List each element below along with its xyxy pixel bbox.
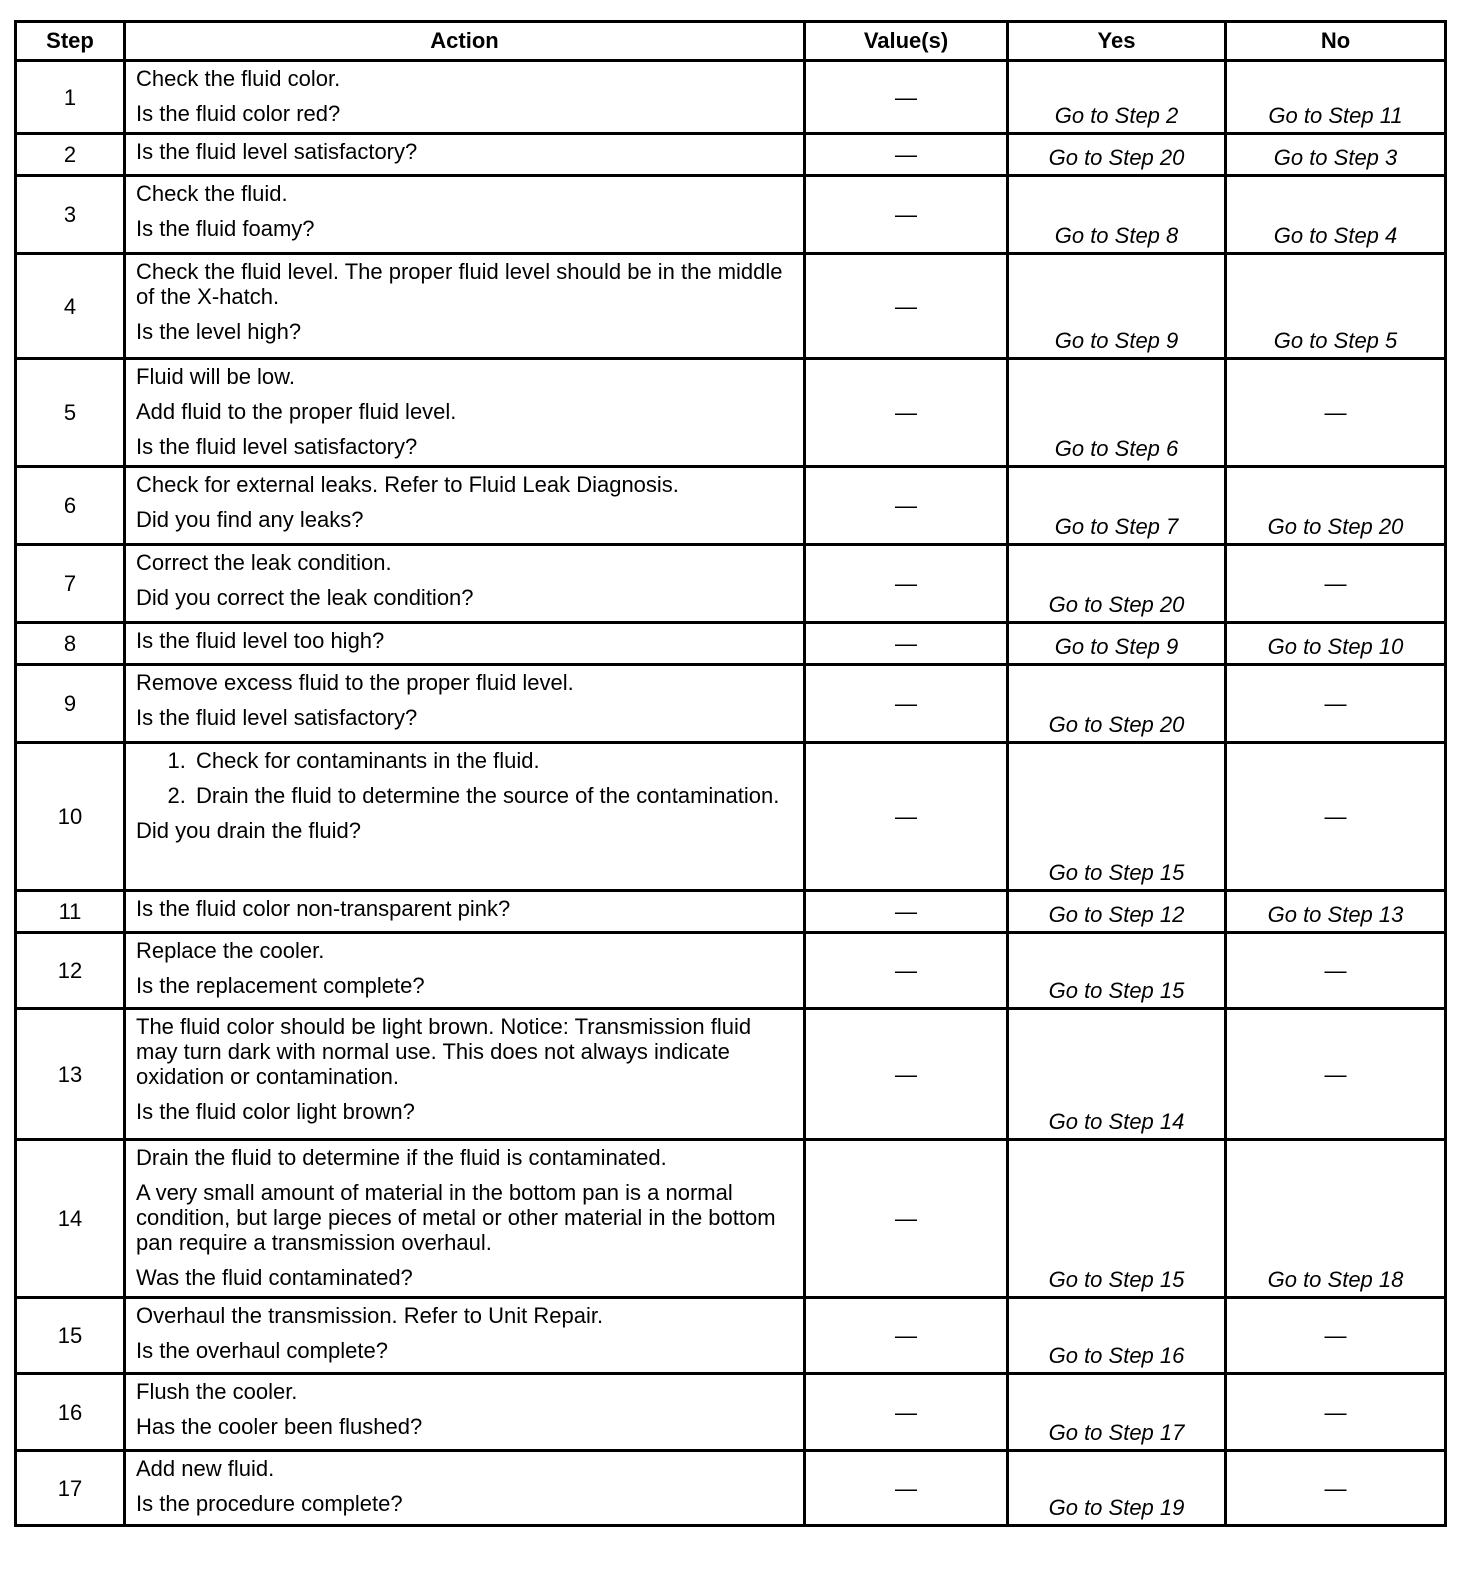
- yes-cell: Go to Step 15: [1008, 743, 1226, 891]
- value-cell: —: [805, 134, 1008, 176]
- action-text: Add fluid to the proper fluid level.: [136, 399, 457, 424]
- action-list-item: 1. Check for contaminants in the fluid.: [192, 748, 793, 773]
- step-number: 1: [16, 61, 125, 134]
- action-cell: [125, 1298, 805, 1374]
- step-number: 12: [16, 933, 125, 1009]
- action-text: Correct the leak condition.: [136, 550, 392, 575]
- action-cell: [125, 1140, 805, 1298]
- value-cell: —: [805, 665, 1008, 743]
- yes-cell: Go to Step 2: [1008, 61, 1226, 134]
- no-cell: Go to Step 10: [1226, 623, 1446, 665]
- table-row: [16, 1298, 1446, 1374]
- step-number: 7: [16, 545, 125, 623]
- action-text: Is the overhaul complete?: [136, 1338, 388, 1363]
- table-row: [16, 1140, 1446, 1298]
- yes-cell: Go to Step 7: [1008, 467, 1226, 545]
- table-row: [16, 623, 1446, 665]
- action-text: Is the fluid level satisfactory?: [136, 705, 418, 730]
- value-cell: —: [805, 359, 1008, 467]
- table-row: [16, 545, 1446, 623]
- step-number: 17: [16, 1451, 125, 1526]
- yes-cell: Go to Step 20: [1008, 545, 1226, 623]
- action-cell: [125, 359, 805, 467]
- value-cell: —: [805, 933, 1008, 1009]
- action-text: Check for external leaks. Refer to Fluid Leak Diagnosis.: [136, 472, 679, 497]
- step-number: 11: [16, 891, 125, 933]
- yes-cell: Go to Step 20: [1008, 134, 1226, 176]
- action-text: Remove excess fluid to the proper fluid level.: [136, 670, 574, 695]
- header-step: Step: [16, 22, 125, 61]
- value-cell: —: [805, 891, 1008, 933]
- action-text: Is the fluid level too high?: [136, 628, 385, 653]
- yes-cell: Go to Step 19: [1008, 1451, 1226, 1526]
- action-text: Add new fluid.: [136, 1456, 275, 1481]
- table-row: [16, 61, 1446, 134]
- table-row: [16, 743, 1446, 891]
- action-cell: [125, 1009, 805, 1140]
- action-text: Replace the cooler.: [136, 938, 325, 963]
- step-number: 14: [16, 1140, 125, 1298]
- action-cell: [125, 61, 805, 134]
- action-text: Fluid will be low.: [136, 364, 295, 389]
- no-cell: —: [1226, 1374, 1446, 1451]
- action-text: Did you correct the leak condition?: [136, 585, 474, 610]
- step-number: 15: [16, 1298, 125, 1374]
- table-row: [16, 933, 1446, 1009]
- yes-cell: Go to Step 17: [1008, 1374, 1226, 1451]
- header-yes: Yes: [1008, 22, 1226, 61]
- yes-cell: Go to Step 8: [1008, 176, 1226, 254]
- action-text: Is the fluid color red?: [136, 101, 341, 126]
- header-row: [16, 22, 1446, 61]
- action-cell: [125, 933, 805, 1009]
- no-cell: Go to Step 20: [1226, 467, 1446, 545]
- table-row: [16, 665, 1446, 743]
- step-number: 5: [16, 359, 125, 467]
- value-cell: —: [805, 1140, 1008, 1298]
- table-row: [16, 1009, 1446, 1140]
- action-cell: [125, 467, 805, 545]
- no-cell: Go to Step 18: [1226, 1140, 1446, 1298]
- step-number: 8: [16, 623, 125, 665]
- action-cell: [125, 176, 805, 254]
- table-row: [16, 176, 1446, 254]
- action-cell: [125, 134, 805, 176]
- value-cell: —: [805, 61, 1008, 134]
- header-no: No: [1226, 22, 1446, 61]
- yes-cell: Go to Step 9: [1008, 254, 1226, 359]
- yes-cell: Go to Step 16: [1008, 1298, 1226, 1374]
- action-text: Is the fluid level satisfactory?: [136, 139, 418, 164]
- table-row: [16, 1374, 1446, 1451]
- action-cell: [125, 743, 805, 891]
- diagnostic-table: [14, 20, 1447, 1527]
- yes-cell: Go to Step 9: [1008, 623, 1226, 665]
- table-row: [16, 1451, 1446, 1526]
- no-cell: Go to Step 4: [1226, 176, 1446, 254]
- no-cell: —: [1226, 665, 1446, 743]
- step-number: 10: [16, 743, 125, 891]
- value-cell: —: [805, 545, 1008, 623]
- action-text: Check the fluid.: [136, 181, 288, 206]
- step-number: 6: [16, 467, 125, 545]
- action-list-item: 2. Drain the fluid to determine the source of the contamination.: [192, 783, 793, 808]
- value-cell: —: [805, 254, 1008, 359]
- step-number: 16: [16, 1374, 125, 1451]
- yes-cell: Go to Step 15: [1008, 1140, 1226, 1298]
- no-cell: —: [1226, 933, 1446, 1009]
- table-row: [16, 467, 1446, 545]
- value-cell: —: [805, 1009, 1008, 1140]
- yes-cell: Go to Step 15: [1008, 933, 1226, 1009]
- action-text: The fluid color should be light brown. Notice: Transmission fluid may turn dark with normal use. This does not always indicate oxidation or contamination.: [136, 1014, 752, 1089]
- header-action: Action: [125, 22, 805, 61]
- action-cell: [125, 623, 805, 665]
- action-text: Did you find any leaks?: [136, 507, 364, 532]
- value-cell: —: [805, 1298, 1008, 1374]
- value-cell: —: [805, 467, 1008, 545]
- action-text: Check the fluid level. The proper fluid level should be in the middle of the X-hatch.: [136, 259, 783, 309]
- action-cell: [125, 1451, 805, 1526]
- action-text: Is the procedure complete?: [136, 1491, 403, 1516]
- action-text: Overhaul the transmission. Refer to Unit Repair.: [136, 1303, 604, 1328]
- action-text: Did you drain the fluid?: [136, 818, 362, 843]
- value-cell: —: [805, 176, 1008, 254]
- value-cell: —: [805, 743, 1008, 891]
- action-text: Is the replacement complete?: [136, 973, 425, 998]
- action-text: Is the level high?: [136, 319, 302, 344]
- no-cell: —: [1226, 545, 1446, 623]
- action-text: Flush the cooler.: [136, 1379, 298, 1404]
- value-cell: —: [805, 1451, 1008, 1526]
- no-cell: Go to Step 13: [1226, 891, 1446, 933]
- no-cell: —: [1226, 743, 1446, 891]
- no-cell: Go to Step 3: [1226, 134, 1446, 176]
- no-cell: —: [1226, 359, 1446, 467]
- action-text: Is the fluid color light brown?: [136, 1099, 415, 1124]
- action-cell: [125, 254, 805, 359]
- no-cell: Go to Step 11: [1226, 61, 1446, 134]
- action-text: A very small amount of material in the bottom pan is a normal condition, but large pieces of metal or other material in the bottom pan require a transmission overhaul.: [136, 1180, 776, 1255]
- action-cell: [125, 665, 805, 743]
- yes-cell: Go to Step 14: [1008, 1009, 1226, 1140]
- value-cell: —: [805, 1374, 1008, 1451]
- action-text: Was the fluid contaminated?: [136, 1265, 413, 1290]
- no-cell: —: [1226, 1009, 1446, 1140]
- table-row: [16, 891, 1446, 933]
- action-cell: [125, 545, 805, 623]
- header-values: Value(s): [805, 22, 1008, 61]
- table-row: [16, 134, 1446, 176]
- no-cell: —: [1226, 1451, 1446, 1526]
- step-number: 3: [16, 176, 125, 254]
- value-cell: —: [805, 623, 1008, 665]
- no-cell: Go to Step 5: [1226, 254, 1446, 359]
- no-cell: —: [1226, 1298, 1446, 1374]
- action-cell: [125, 1374, 805, 1451]
- step-number: 4: [16, 254, 125, 359]
- yes-cell: Go to Step 12: [1008, 891, 1226, 933]
- yes-cell: Go to Step 6: [1008, 359, 1226, 467]
- action-text: Has the cooler been flushed?: [136, 1414, 423, 1439]
- step-number: 2: [16, 134, 125, 176]
- yes-cell: Go to Step 20: [1008, 665, 1226, 743]
- table-row: [16, 254, 1446, 359]
- action-steps-list: [136, 748, 793, 808]
- table-row: [16, 359, 1446, 467]
- action-text: Is the fluid color non-transparent pink?: [136, 896, 511, 921]
- action-text: Is the fluid foamy?: [136, 216, 315, 241]
- action-text: Drain the fluid to determine if the fluid is contaminated.: [136, 1145, 667, 1170]
- step-number: 13: [16, 1009, 125, 1140]
- action-text: Is the fluid level satisfactory?: [136, 434, 418, 459]
- action-text: Check the fluid color.: [136, 66, 341, 91]
- step-number: 9: [16, 665, 125, 743]
- action-cell: [125, 891, 805, 933]
